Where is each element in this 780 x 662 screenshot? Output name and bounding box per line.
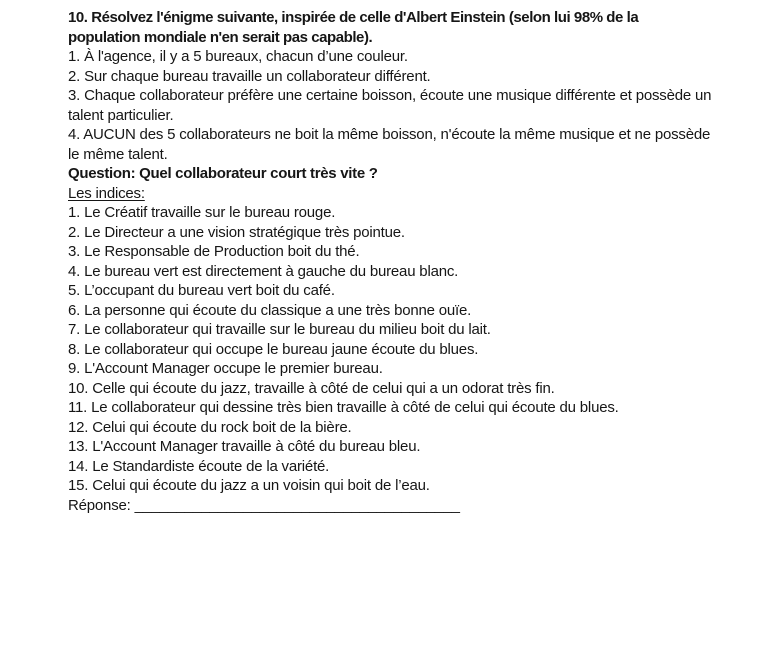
clue-12: 12. Celui qui écoute du rock boit de la bière. (68, 418, 352, 436)
clue-3: 3. Le Responsable de Production boit du thé. (68, 243, 360, 260)
intro-rule-2: 2. Sur chaque bureau travaille un collaborateur différent. (68, 67, 431, 85)
clue-6: 6. La personne qui écoute du classique a une très bonne ouïe. (68, 301, 472, 319)
clue-7: 7. Le collaborateur qui travaille sur le bureau du milieu boit du lait. (68, 321, 491, 338)
clue-8: 8. Le collaborateur qui occupe le bureau jaune écoute du blues. (68, 340, 479, 358)
intro-rule-1: 1. À l'agence, il y a 5 bureaux, chacun d’une couleur. (68, 48, 408, 65)
clue-4: 4. Le bureau vert est directement à gauche du bureau blanc. (68, 262, 459, 280)
intro-rule-3: 3. Chaque collaborateur préfère une certaine boisson, écoute une musique différente et possède un talent particulier. (68, 87, 712, 124)
clue-9: 9. L'Account Manager occupe le premier bureau. (68, 360, 383, 377)
clue-2: 2. Le Directeur a une vision stratégique très pointue. (68, 223, 405, 241)
clue-10: 10. Celle qui écoute du jazz, travaille à côté de celui qui a un odorat très fin. (68, 379, 555, 397)
clue-11: 11. Le collaborateur qui dessine très bien travaille à côté de celui qui écoute du blues. (68, 399, 619, 416)
intro-rule-4: 4. AUCUN des 5 collaborateurs ne boit la même boisson, n'écoute la même musique et ne possède le même talent. (68, 126, 711, 163)
clue-15: 15. Celui qui écoute du jazz a un voisin qui boit de l’eau. (68, 477, 430, 494)
clue-5: 5. L’occupant du bureau vert boit du café. (68, 282, 335, 299)
answer-blank: _______________________________________ (134, 496, 460, 514)
clue-1: 1. Le Créatif travaille sur le bureau rouge. (68, 204, 336, 221)
clues-list (68, 203, 712, 496)
clues-heading: Les indices: (68, 184, 145, 202)
clue-14: 14. Le Standardiste écoute de la variété. (68, 457, 330, 475)
answer-label: Réponse: (68, 496, 131, 514)
answer-line (68, 496, 712, 516)
clue-13: 13. L'Account Manager travaille à côté du bureau bleu. (68, 438, 421, 455)
question-text: Question: Quel collaborateur court très vite ? (68, 165, 378, 182)
exercise-title: 10. Résolvez l'énigme suivante, inspirée de celle d'Albert Einstein (selon lui 98% de la population mondiale n'en serait pas capable). (68, 9, 639, 46)
intro-rules (68, 47, 712, 164)
